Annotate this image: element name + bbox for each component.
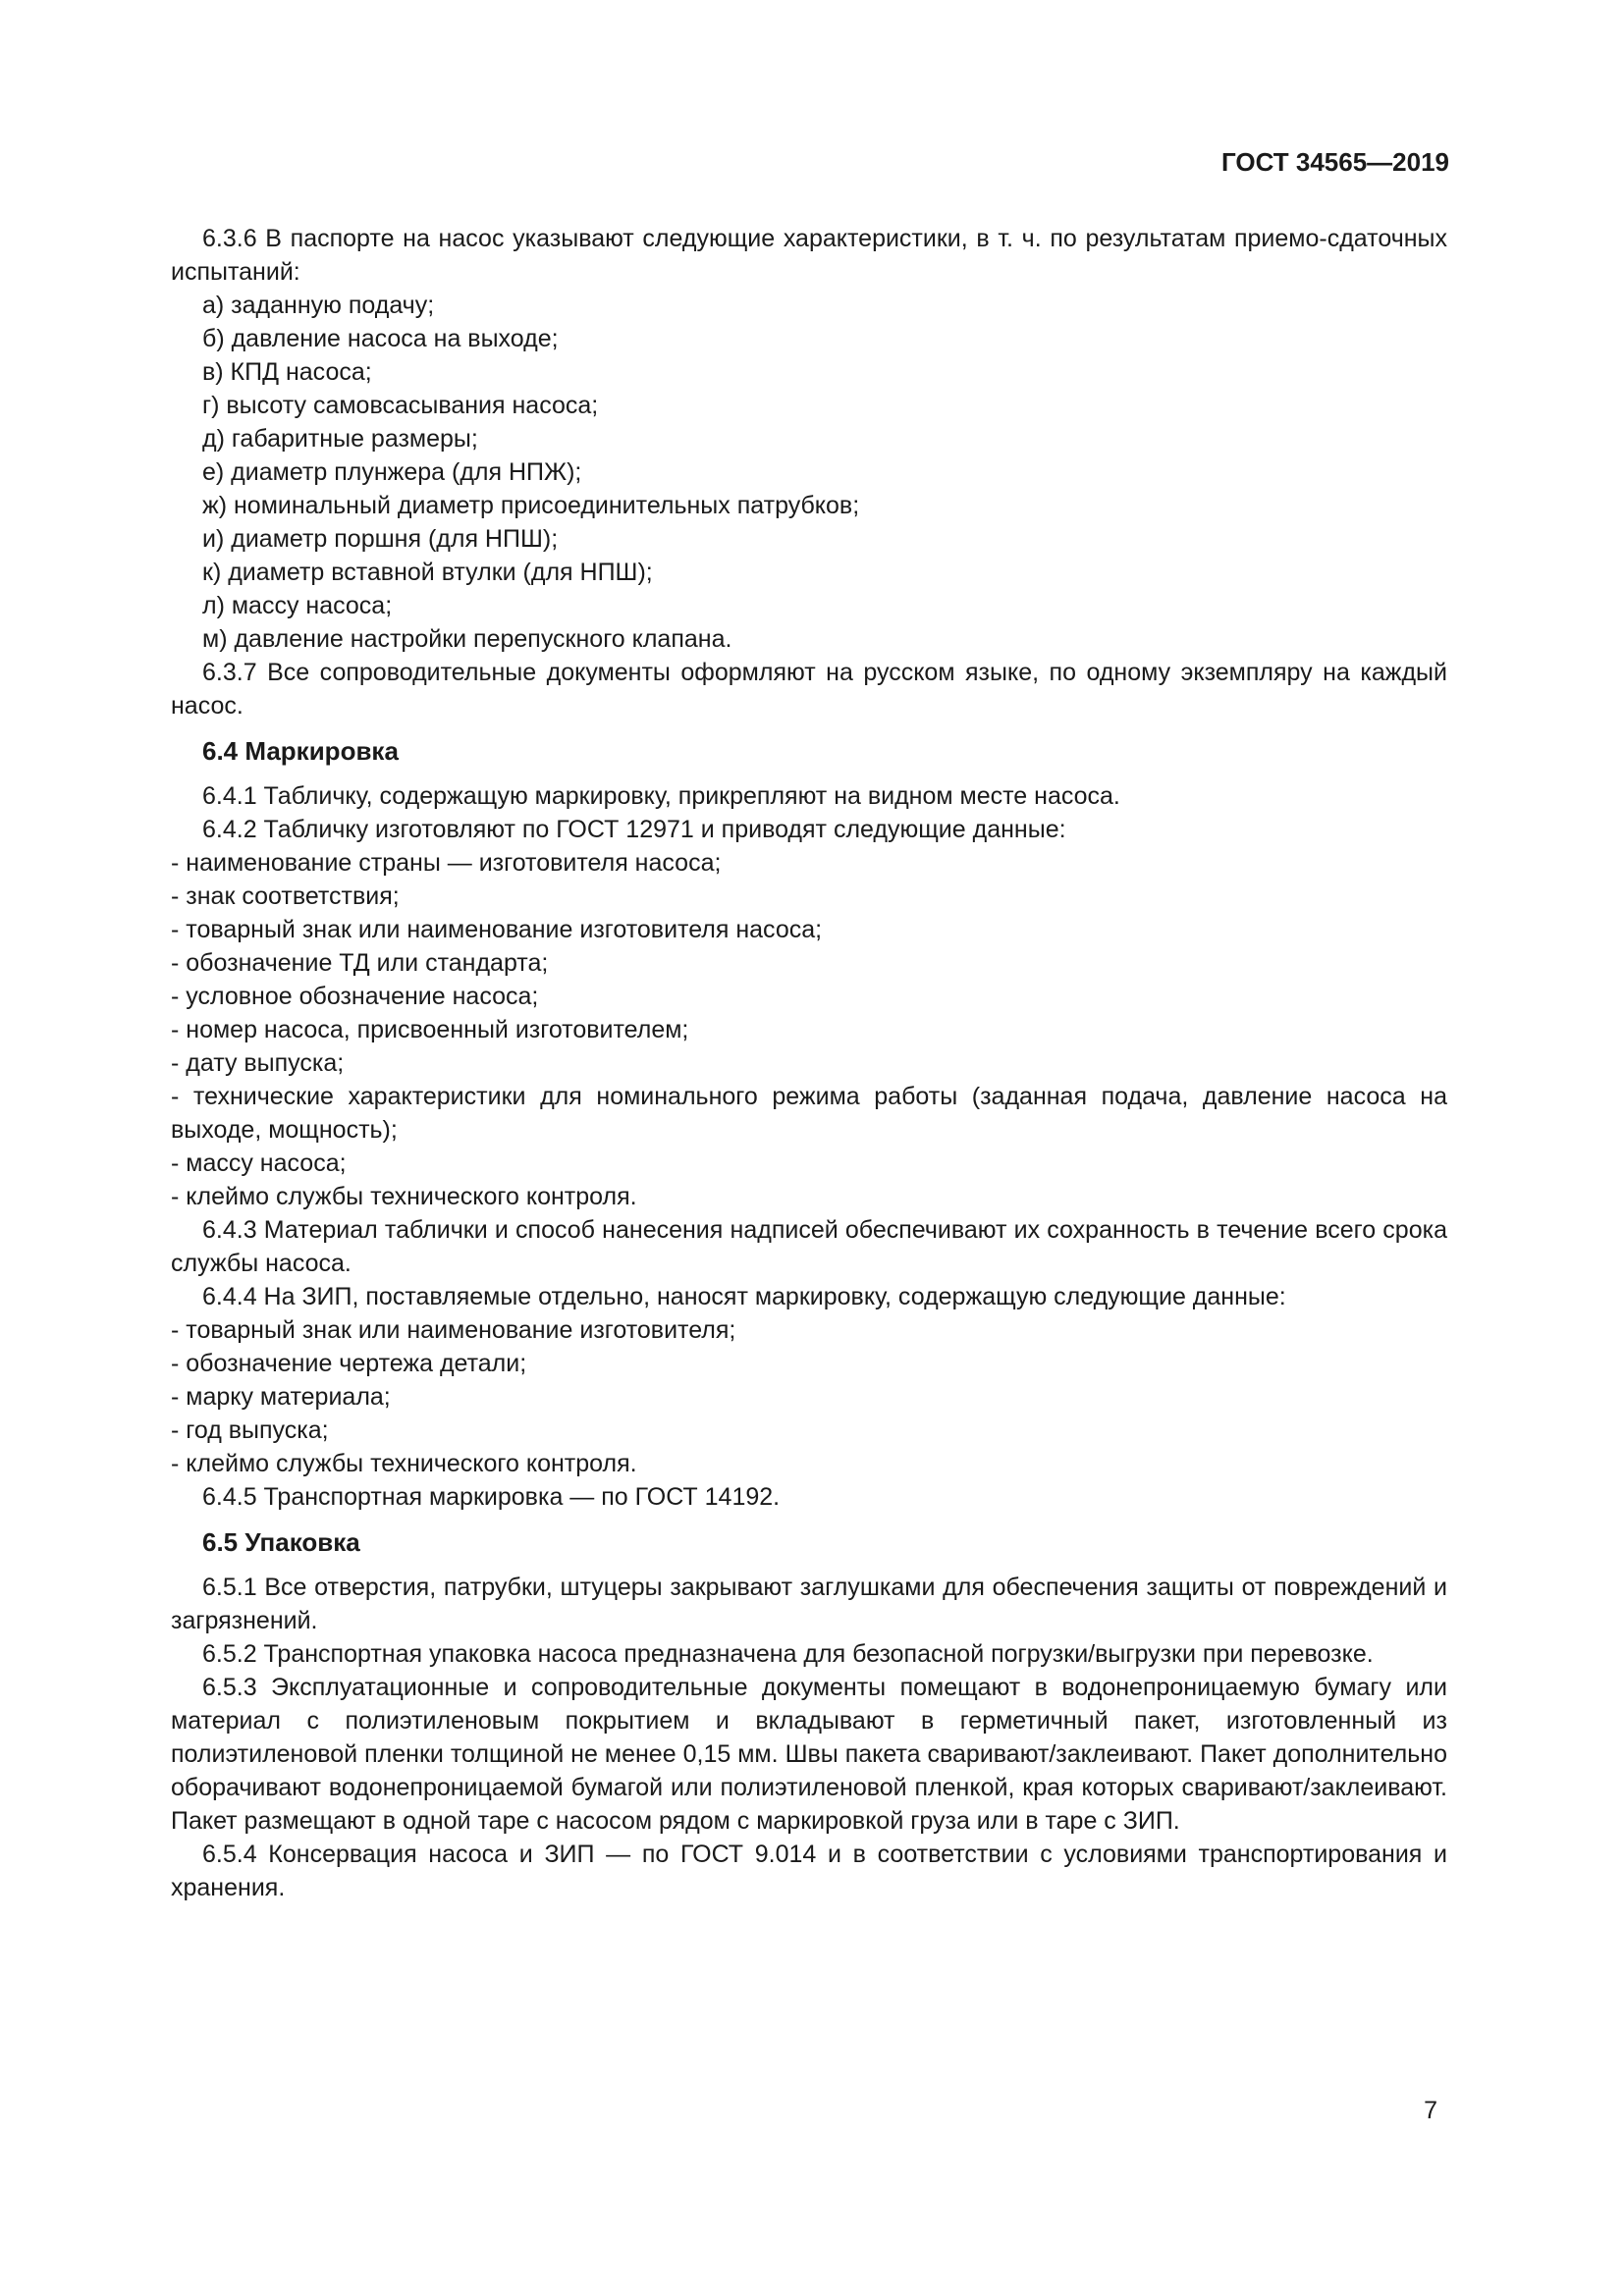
paragraph-6-5-1: 6.5.1 Все отверстия, патрубки, штуцеры закрывают заглушками для обеспечения защиты от повреждений и загрязнений.: [171, 1574, 1447, 1634]
list-item: - клеймо службы технического контроля.: [171, 1183, 637, 1210]
list-item: - марку материала;: [171, 1383, 391, 1411]
list-item: - год выпуска;: [171, 1416, 329, 1444]
document-body: [171, 222, 1447, 1904]
list-item: г) высоту самовсасывания насоса;: [202, 392, 599, 419]
list-item: - наименование страны — изготовителя насоса;: [171, 849, 722, 877]
section-heading-6-5: 6.5 Упаковка: [202, 1527, 360, 1557]
list-6-4-2: [171, 846, 1447, 1213]
list-item: м) давление настройки перепускного клапана.: [202, 625, 732, 653]
list-item: е) диаметр плунжера (для НПЖ);: [202, 458, 582, 486]
paragraph-6-4-3: 6.4.3 Материал таблички и способ нанесения надписей обеспечивают их сохранность в течение всего срока службы насоса.: [171, 1216, 1447, 1277]
list-6-3-6: [171, 289, 1447, 656]
list-item: - дату выпуска;: [171, 1049, 345, 1077]
paragraph-6-5-3: 6.5.3 Эксплуатационные и сопроводительные документы помещают в водонепроницаемую бумагу или материал с полиэтиленовым покрытием и вкладывают в герметичный пакет, изготовленный из полиэтиленовой пленки толщиной не менее 0,15 мм. Швы пакета сваривают/заклеивают. Пакет дополнительно оборачивают водонепроницаемой бумагой или полиэтиленовой пленкой, края которых сваривают/заклеивают. Пакет размещают в одной таре с насосом рядом с маркировкой груза или в таре с ЗИП.: [171, 1674, 1447, 1835]
list-item: к) диаметр вставной втулки (для НПШ);: [202, 559, 653, 586]
paragraph-6-3-7: 6.3.7 Все сопроводительные документы оформляют на русском языке, по одному экземпляру на каждый насос.: [171, 659, 1447, 720]
document-code: ГОСТ 34565—2019: [1221, 147, 1449, 177]
list-item: л) массу насоса;: [202, 592, 393, 619]
list-item: в) КПД насоса;: [202, 358, 372, 386]
paragraph-6-5-4: 6.5.4 Консервация насоса и ЗИП — по ГОСТ 9.014 и в соответствии с условиями транспортирования и хранения.: [171, 1841, 1447, 1901]
list-item: б) давление насоса на выходе;: [202, 325, 559, 352]
list-item: - номер насоса, присвоенный изготовителем;: [171, 1016, 689, 1043]
list-item: и) диаметр поршня (для НПШ);: [202, 525, 559, 553]
list-item: д) габаритные размеры;: [202, 425, 478, 453]
list-item: - знак соответствия;: [171, 882, 400, 910]
list-item: - массу насоса;: [171, 1149, 347, 1177]
list-item: - обозначение чертежа детали;: [171, 1350, 527, 1377]
list-item: - товарный знак или наименование изготовителя;: [171, 1316, 736, 1344]
list-item: - условное обозначение насоса;: [171, 983, 539, 1010]
list-item: а) заданную подачу;: [202, 292, 435, 319]
paragraph-6-4-2: 6.4.2 Табличку изготовляют по ГОСТ 12971 и приводят следующие данные:: [202, 816, 1066, 843]
paragraph-6-4-1: 6.4.1 Табличку, содержащую маркировку, прикрепляют на видном месте насоса.: [202, 782, 1120, 810]
list-item: - технические характеристики для номинального режима работы (заданная подача, давление насоса на выходе, мощность);: [171, 1083, 1447, 1144]
paragraph-6-4-4: 6.4.4 На ЗИП, поставляемые отдельно, наносят маркировку, содержащую следующие данные:: [202, 1283, 1286, 1310]
paragraph-6-5-2: 6.5.2 Транспортная упаковка насоса предназначена для безопасной погрузки/выгрузки при перевозке.: [202, 1640, 1374, 1668]
paragraph-6-3-6: 6.3.6 В паспорте на насос указывают следующие характеристики, в т. ч. по результатам приемо-сдаточных испытаний:: [171, 225, 1447, 286]
list-item: - обозначение ТД или стандарта;: [171, 949, 549, 977]
section-heading-6-4: 6.4 Маркировка: [202, 736, 399, 766]
list-item: ж) номинальный диаметр присоединительных патрубков;: [202, 492, 860, 519]
list-item: - товарный знак или наименование изготовителя насоса;: [171, 916, 823, 943]
list-item: - клеймо службы технического контроля.: [171, 1450, 637, 1477]
page-number: 7: [1424, 2097, 1437, 2124]
list-6-4-4: [171, 1313, 1447, 1480]
paragraph-6-4-5: 6.4.5 Транспортная маркировка — по ГОСТ 14192.: [202, 1483, 781, 1511]
